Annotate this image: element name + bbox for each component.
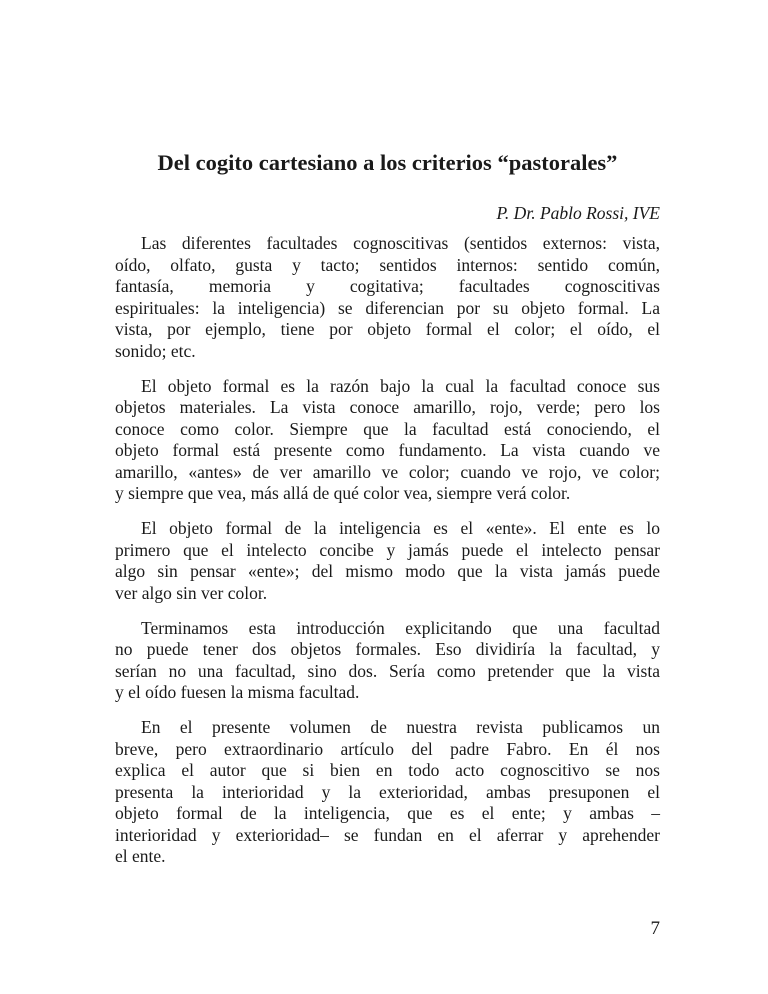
text-line: breve, pero extraordinario artículo del padre Fabro. En él nos <box>115 738 660 759</box>
text-line: Terminamos esta introducción explicitando que una facultad <box>141 617 660 638</box>
text-line: presenta la interioridad y la exterioridad, ambas presuponen el <box>115 781 660 802</box>
paragraph <box>115 518 660 604</box>
text-line: el ente. <box>115 846 166 866</box>
text-line: En el presente volumen de nuestra revista publicamos un <box>141 717 660 737</box>
text-line: objetos materiales. La vista conoce amarillo, rojo, verde; pero los <box>115 397 660 417</box>
text-line: vista, por ejemplo, tiene por objeto formal el color; el oído, el <box>115 319 660 339</box>
text-line: sonido; etc. <box>115 340 196 361</box>
text-line: y siempre que vea, más allá de qué color vea, siempre verá color. <box>115 483 571 503</box>
text-line: objeto formal de la inteligencia, que es el ente; y ambas – <box>115 803 660 823</box>
text-line: y el oído fuesen la misma facultad. <box>115 682 360 702</box>
page-number: 7 <box>650 918 660 939</box>
article-author: P. Dr. Pablo Rossi, IVE <box>496 203 660 223</box>
text-line: serían no una facultad, sino dos. Sería como pretender que la vista <box>115 660 660 681</box>
text-line: El objeto formal de la inteligencia es el «ente». El ente es lo <box>141 518 660 538</box>
paragraph <box>115 376 660 505</box>
text-line: explica el autor que si bien en todo acto cognoscitivo se nos <box>115 760 660 780</box>
paragraph <box>115 717 660 868</box>
text-line: El objeto formal es la razón bajo la cual la facultad conoce sus <box>141 375 660 396</box>
text-line: ver algo sin ver color. <box>115 582 268 603</box>
text-line: no puede tener dos objetos formales. Eso dividiría la facultad, y <box>115 639 660 659</box>
article-title: Del cogito cartesiano a los criterios “pastorales” <box>157 150 618 175</box>
text-line: oído, olfato, gusta y tacto; sentidos internos: sentido común, <box>115 254 660 275</box>
paragraph <box>115 618 660 704</box>
text-line: conoce como color. Siempre que la facultad está conociendo, el <box>115 418 660 439</box>
text-line: primero que el intelecto concibe y jamás puede el intelecto pensar <box>115 539 660 560</box>
text-line: interioridad y exterioridad– se fundan en el aferrar y aprehender <box>115 824 660 845</box>
text-line: algo sin pensar «ente»; del mismo modo que la vista jamás puede <box>115 561 660 581</box>
text-line: amarillo, «antes» de ver amarillo ve color; cuando ve rojo, ve color; <box>115 461 660 482</box>
text-line: Las diferentes facultades cognoscitivas (sentidos externos: vista, <box>141 233 660 253</box>
text-line: fantasía, memoria y cogitativa; facultades cognoscitivas <box>115 276 660 296</box>
paragraph <box>115 233 660 362</box>
article-body <box>115 233 660 881</box>
text-line: objeto formal está presente como fundamento. La vista cuando ve <box>115 440 660 460</box>
text-line: espirituales: la inteligencia) se diferencian por su objeto formal. La <box>115 297 660 318</box>
